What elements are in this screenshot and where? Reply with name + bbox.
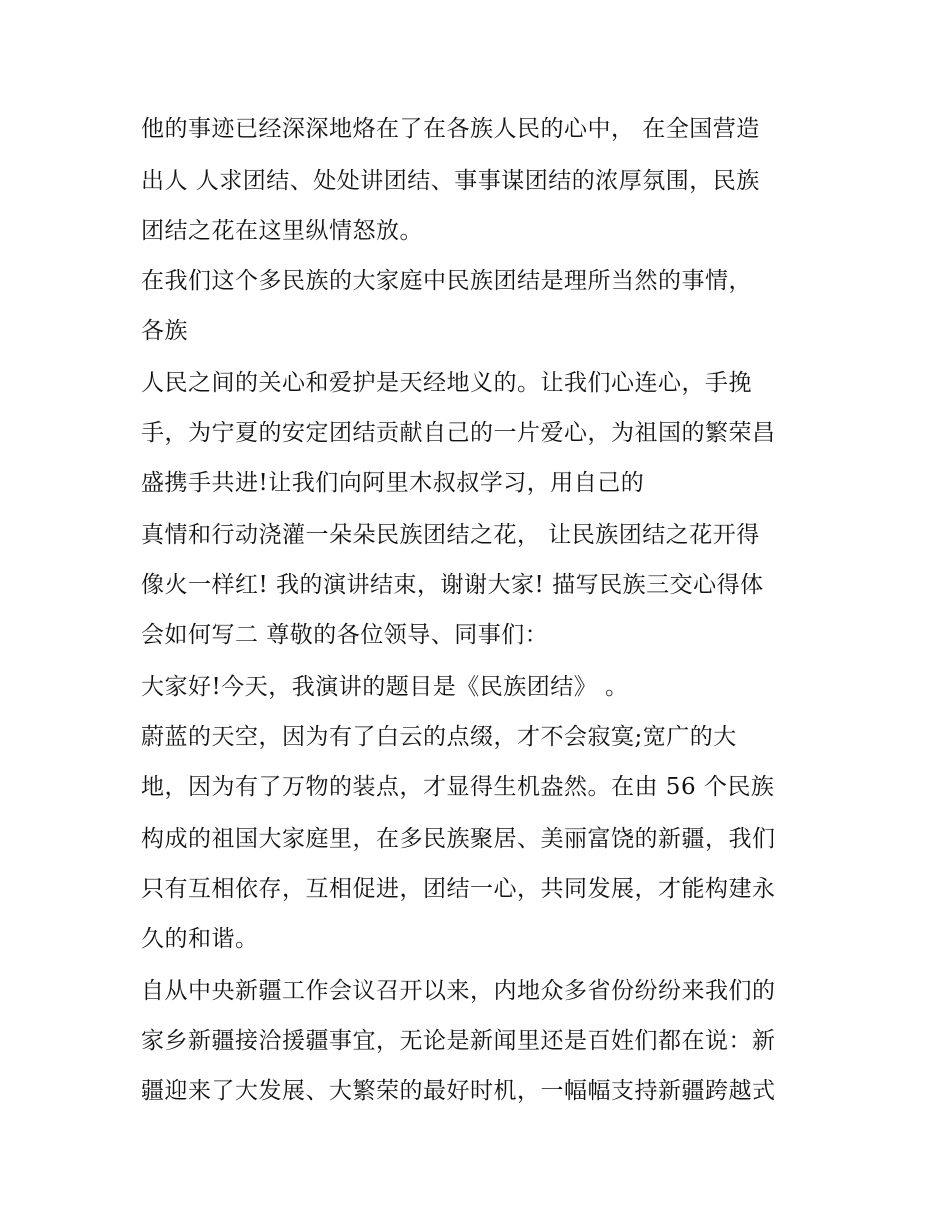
text-line: 蔚蓝的天空，因为有了白云的点缀，才不会寂寞;宽广的大: [141, 724, 737, 750]
text-line: 地，因为有了万物的装点，才显得生机盎然。在由 56 个民族: [141, 774, 775, 800]
text-line: 构成的祖国大家庭里，在多民族聚居、美丽富饶的新疆，我们: [141, 826, 776, 852]
text-line: 只有互相依存，互相促进，团结一心，共同发展，才能构建永: [141, 876, 776, 902]
text-line: 真情和行动浇灌一朵朵民族团结之花， 让民族团结之花开得: [141, 522, 760, 548]
text-line: 大家好!今天，我演讲的题目是《民族团结》 。: [141, 674, 629, 700]
text-line: 盛携手共进!让我们向阿里木叔叔学习，用自己的: [141, 470, 645, 496]
text-line: 家乡新疆接洽援疆事宜，无论是新闻里还是百姓们都在说：新: [141, 1028, 776, 1054]
text-line: 各族: [141, 318, 188, 344]
text-line: 疆迎来了大发展、大繁荣的最好时机，一幅幅支持新疆跨越式: [141, 1078, 776, 1104]
text-line: 手，为宁夏的安定团结贡献自己的一片爱心，为祖国的繁荣昌: [141, 420, 776, 446]
text-line: 出人 人求团结、处处讲团结、事事谋团结的浓厚氛围，民族: [141, 168, 760, 194]
text-line: 在我们这个多民族的大家庭中民族团结是理所当然的事情，: [141, 268, 752, 294]
text-line: 团结之花在这里纵情怒放。: [141, 218, 423, 244]
text-line: 像火一样红! 我的演讲结束，谢谢大家! 描写民族三交心得体: [141, 572, 764, 598]
text-line: 会如何写二 尊敬的各位领导、同事们：: [141, 622, 549, 648]
text-line: 他的事迹已经深深地烙在了在各族人民的心中， 在全国营造: [141, 116, 760, 142]
text-line: 自从中央新疆工作会议召开以来，内地众多省份纷纷来我们的: [141, 978, 776, 1004]
text-line: 久的和谐。: [141, 926, 259, 952]
text-line: 人民之间的关心和爱护是天经地义的。让我们心连心，手挽: [141, 370, 752, 396]
